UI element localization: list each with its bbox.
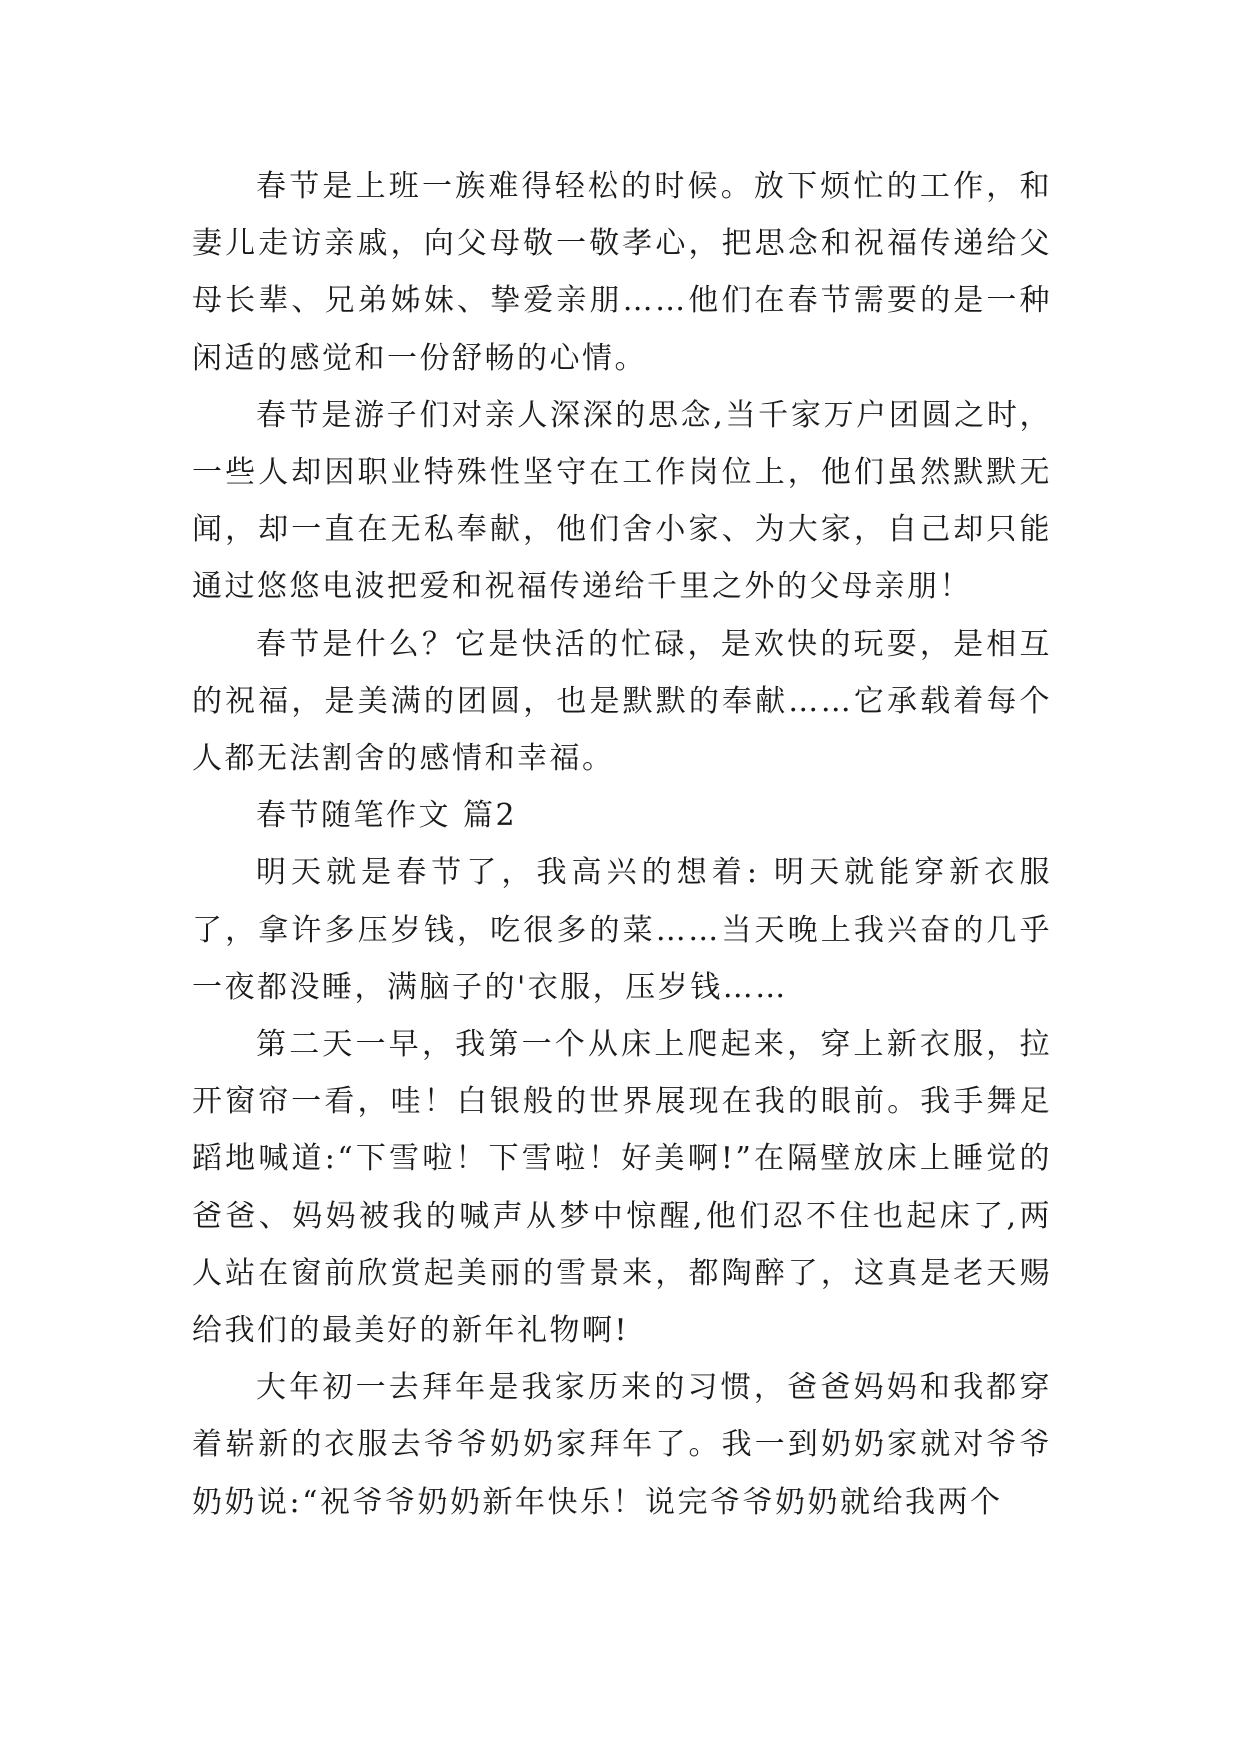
- section-heading: 春节随笔作文 篇2: [256, 798, 518, 834]
- paragraph-2: 春节是游子们对亲人深深的思念,当千家万户团圆之时，一些人却因职业特殊性坚守在工作岗位上，他们虽然默默无闻，却一直在无私奉献，他们舍小家、为大家，自己却只能通过悠悠电波把爱和祝福传递给千里之外的父母亲朋！: [192, 397, 1052, 605]
- paragraph-5: 第二天一早，我第一个从床上爬起来，穿上新衣服，拉开窗帘一看，哇！白银般的世界展现在我的眼前。我手舞足蹈地喊道:“下雪啦！下雪啦！好美啊!”在隔壁放床上睡觉的爸爸、妈妈被我的喊声从梦中惊醒,他们忍不住也起床了,两人站在窗前欣赏起美丽的雪景来，都陶醉了，这真是老天赐给我们的最美好的新年礼物啊!: [192, 1027, 1052, 1349]
- paragraph-3: 春节是什么？它是快活的忙碌，是欢快的玩耍，是相互的祝福，是美满的团圆，也是默默的奉献……它承载着每个人都无法割舍的感情和幸福。: [192, 626, 1052, 777]
- paragraph-6: 大年初一去拜年是我家历来的习惯，爸爸妈妈和我都穿着崭新的衣服去爷爷奶奶家拜年了。我一到奶奶家就对爷爷奶奶说:“祝爷爷奶奶新年快乐！说完爷爷奶奶就给我两个: [192, 1370, 1052, 1520]
- paragraph-1: 春节是上班一族难得轻松的时候。放下烦忙的工作，和妻儿走访亲戚，向父母敬一敬孝心，把思念和祝福传递给父母长辈、兄弟姊妹、挚爱亲朋……他们在春节需要的是一种闲适的感觉和一份舒畅的心情。: [192, 169, 1052, 376]
- paragraph-4: 明天就是春节了，我高兴的想着: 明天就能穿新衣服了，拿许多压岁钱，吃很多的菜……当天晚上我兴奋的几乎一夜都没睡，满脑子的'衣服，压岁钱……: [192, 855, 1052, 1005]
- document-body: [192, 158, 1052, 1531]
